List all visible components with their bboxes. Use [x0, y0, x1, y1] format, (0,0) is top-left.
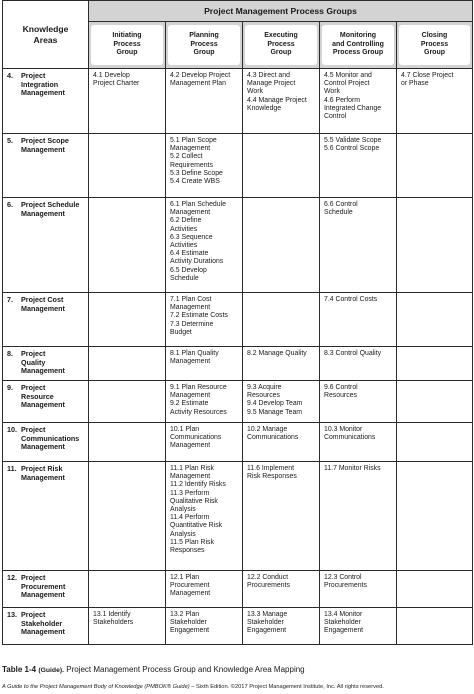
process-cell — [89, 134, 166, 198]
process-cell — [320, 462, 397, 571]
footer-title: A Guide to the Project Management Body of Knowledge (PMBOK® Guide) — [2, 684, 190, 690]
process-cell — [89, 69, 166, 134]
process-cell — [166, 571, 243, 608]
process-cell — [89, 608, 166, 645]
process-cell — [243, 69, 320, 134]
process-list: 10.2 Manage Communications — [247, 426, 299, 442]
table-row — [3, 347, 473, 381]
area-name: Project Schedule Management — [21, 200, 80, 218]
process-list: 6.1 Plan Schedule Management 6.2 Define Activities 6.3 Sequence Activities 6.4 Estimate Activity Durations 6.5 Develop Schedule — [170, 201, 226, 282]
knowledge-area-cell — [3, 69, 89, 134]
process-list: 9.3 Acquire Resources 9.4 Develop Team 9.5 Manage Team — [247, 384, 303, 416]
process-list: 13.1 Identify Stakeholders — [93, 611, 134, 627]
process-cell — [397, 347, 473, 381]
area-number: 8. — [7, 349, 13, 358]
process-cell — [320, 69, 397, 134]
process-cell — [89, 571, 166, 608]
process-cell — [243, 198, 320, 293]
area-number: 12. — [7, 573, 17, 582]
process-cell — [320, 608, 397, 645]
caption-tag: (Guide). — [38, 667, 65, 674]
process-cell — [397, 69, 473, 134]
process-cell — [397, 381, 473, 423]
footer-rest: – Sixth Edition. ©2017 Project Management Institute, Inc. All rights reserved. — [189, 684, 384, 690]
copyright-footer — [2, 684, 384, 690]
process-mapping-table — [2, 0, 473, 645]
caption-text: Project Management Process Group and Knowledge Area Mapping — [66, 665, 305, 674]
table-row — [3, 571, 473, 608]
area-name: Project Integration Management — [21, 71, 65, 98]
knowledge-area-cell — [3, 423, 89, 462]
process-list: 13.2 Plan Stakeholder Engagement — [170, 611, 210, 635]
process-cell — [243, 462, 320, 571]
process-cell — [166, 347, 243, 381]
table-row — [3, 423, 473, 462]
area-number: 9. — [7, 383, 13, 392]
process-cell — [166, 608, 243, 645]
table-row — [3, 134, 473, 198]
process-cell — [397, 608, 473, 645]
process-list: 7.1 Plan Cost Management 7.2 Estimate Costs 7.3 Determine Budget — [170, 296, 228, 336]
process-cell — [397, 134, 473, 198]
table-row — [3, 381, 473, 423]
process-cell — [89, 347, 166, 381]
process-list: 4.5 Monitor and Control Project Work 4.6 Perform Integrated Change Control — [324, 72, 382, 121]
process-list: 8.2 Manage Quality — [247, 350, 307, 357]
process-groups-header: Project Management Process Groups — [89, 1, 473, 22]
group-header-initiating: Initiating Process Group — [89, 22, 166, 69]
process-cell — [166, 293, 243, 347]
process-cell — [320, 423, 397, 462]
process-cell — [320, 198, 397, 293]
process-cell — [397, 571, 473, 608]
table-row — [3, 198, 473, 293]
process-cell — [166, 381, 243, 423]
process-list: 4.7 Close Project or Phase — [401, 72, 454, 88]
process-cell — [243, 381, 320, 423]
process-cell — [89, 293, 166, 347]
process-list: 11.6 Implement Risk Responses — [247, 465, 297, 481]
process-list: 6.6 Control Schedule — [324, 201, 358, 217]
process-list: 8.1 Plan Quality Management — [170, 350, 219, 366]
table-row — [3, 293, 473, 347]
process-list: 13.3 Manage Stakeholder Engagement — [247, 611, 288, 635]
process-list: 5.1 Plan Scope Management 5.2 Collect Requirements 5.3 Define Scope 5.4 Create WBS — [170, 137, 223, 186]
area-name: Project Stakeholder Management — [21, 610, 65, 637]
process-cell — [397, 423, 473, 462]
process-cell — [320, 571, 397, 608]
group-header-closing: Closing Process Group — [397, 22, 473, 69]
process-list: 10.1 Plan Communications Management — [170, 426, 222, 450]
table-row — [3, 608, 473, 645]
knowledge-area-cell — [3, 462, 89, 571]
process-cell — [243, 608, 320, 645]
table-caption — [2, 665, 305, 674]
area-number: 5. — [7, 136, 13, 145]
table-row — [3, 69, 473, 134]
process-cell — [397, 462, 473, 571]
process-list: 7.4 Control Costs — [324, 296, 378, 303]
process-list: 4.3 Direct and Manage Project Work 4.4 Manage Project Knowledge — [247, 72, 307, 112]
process-cell — [320, 293, 397, 347]
process-cell — [166, 198, 243, 293]
area-name: Project Risk Management — [21, 464, 65, 482]
table-row — [3, 462, 473, 571]
process-cell — [320, 347, 397, 381]
area-name: Project Quality Management — [21, 349, 65, 376]
process-list: 13.4 Monitor Stakeholder Engagement — [324, 611, 364, 635]
process-list: 4.2 Develop Project Management Plan — [170, 72, 231, 88]
knowledge-area-cell — [3, 381, 89, 423]
process-cell — [320, 134, 397, 198]
group-header-monitoring: Monitoring and Controlling Process Group — [320, 22, 397, 69]
process-cell — [166, 69, 243, 134]
process-cell — [166, 462, 243, 571]
process-cell — [243, 571, 320, 608]
process-list: 8.3 Control Quality — [324, 350, 382, 357]
area-number: 6. — [7, 200, 13, 209]
knowledge-area-cell — [3, 571, 89, 608]
process-list: 5.5 Validate Scope 5.6 Control Scope — [324, 137, 382, 153]
process-list: 10.3 Monitor Communications — [324, 426, 376, 442]
area-name: Project Procurement Management — [21, 573, 66, 600]
area-number: 4. — [7, 71, 13, 80]
process-list: 12.3 Control Procurements — [324, 574, 367, 590]
knowledge-area-cell — [3, 198, 89, 293]
area-name: Project Communications Management — [21, 425, 80, 452]
knowledge-area-cell — [3, 134, 89, 198]
process-cell — [320, 381, 397, 423]
process-cell — [397, 293, 473, 347]
process-cell — [243, 134, 320, 198]
knowledge-area-cell — [3, 347, 89, 381]
group-header-executing: Executing Process Group — [243, 22, 320, 69]
process-list: 4.1 Develop Project Charter — [93, 72, 140, 88]
area-name: Project Resource Management — [21, 383, 65, 410]
process-list: 12.1 Plan Procurement Management — [170, 574, 211, 598]
process-cell — [89, 198, 166, 293]
process-cell — [166, 134, 243, 198]
process-cell — [243, 347, 320, 381]
area-number: 13. — [7, 610, 17, 619]
area-name: Project Scope Management — [21, 136, 69, 154]
process-cell — [89, 381, 166, 423]
process-cell — [397, 198, 473, 293]
process-list: 9.1 Plan Resource Management 9.2 Estimate Activity Resources — [170, 384, 227, 416]
process-cell — [166, 423, 243, 462]
process-cell — [243, 423, 320, 462]
area-name: Project Cost Management — [21, 295, 65, 313]
knowledge-areas-header: Knowledge Areas — [3, 1, 89, 69]
knowledge-area-cell — [3, 293, 89, 347]
process-cell — [243, 293, 320, 347]
area-number: 11. — [7, 464, 17, 473]
process-list: 11.7 Monitor Risks — [324, 465, 381, 472]
process-list: 12.2 Conduct Procurements — [247, 574, 290, 590]
area-number: 7. — [7, 295, 13, 304]
process-cell — [89, 462, 166, 571]
process-list: 9.6 Control Resources — [324, 384, 358, 400]
caption-label: Table 1-4 — [2, 665, 37, 674]
area-number: 10. — [7, 425, 17, 434]
process-list: 11.1 Plan Risk Management 11.2 Identify Risks 11.3 Perform Qualitative Risk Analysis 11.4 Perform Quantitative Risk Analysis 11.5 Plan Risk Responses — [170, 465, 226, 555]
process-cell — [89, 423, 166, 462]
knowledge-area-cell — [3, 608, 89, 645]
group-header-planning: Planning Process Group — [166, 22, 243, 69]
